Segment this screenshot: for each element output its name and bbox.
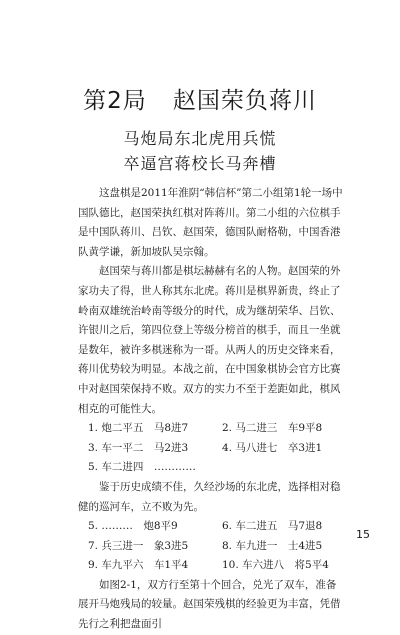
move-entry: 1. 炮二平五 马8进7	[88, 422, 189, 435]
closing-paragraph: 如图2-1，双方行至第十个回合，兑光了双车，准备展开马炮残局的较量。赵国荣残棋的经验更为丰富，凭借先行之利把盘面引	[78, 578, 341, 631]
move-entry: 5. ……… 炮8平9	[88, 520, 178, 533]
move-row	[78, 517, 346, 537]
move-entry: 4. 马八进七 卒3进1	[222, 441, 323, 454]
move-row	[78, 556, 346, 576]
game-title	[0, 82, 400, 115]
move-entry: 3. 车一平二 马2进3	[88, 441, 189, 454]
move-entry: 10. 车六进八 将5平4	[222, 559, 329, 572]
move-entry: 8. 车九进一 士4进5	[222, 539, 323, 552]
page-number: 15	[356, 528, 370, 541]
move-list-b	[78, 517, 346, 576]
move-entry: 6. 车二进五 马7退8	[222, 520, 323, 533]
subtitle-line-1: 马炮局东北虎用兵慌	[123, 129, 277, 148]
game-number: 第2局	[83, 88, 147, 114]
move-row	[78, 419, 346, 439]
commentary-paragraph: 鉴于历史成绩不佳，久经沙场的东北虎，选择相对稳健的巡河车，立不败为先。	[78, 480, 341, 513]
intro-paragraph: 这盘棋是2011年淮阴“韩信杯”第二小组第1轮一场中国队德比，赵国荣执红棋对阵蒋川。第二小组的六位棋手是中国队蒋川、吕钦、赵国荣，德国队耐格勒，中国香港队黄学谦，新加坡队吴宗翰。	[78, 187, 343, 258]
move-list-a	[78, 419, 346, 478]
move-entry: 2. 马二进三 车9平8	[222, 422, 323, 435]
game-matchup: 赵国荣负蒋川	[172, 88, 317, 114]
move-entry: 9. 车九平六 车1平4	[88, 559, 189, 572]
move-entry: 5. 车二进四 …………	[88, 461, 196, 474]
move-row	[78, 537, 346, 557]
article-body	[78, 184, 346, 635]
move-row	[78, 458, 346, 478]
subtitle-line-2: 卒逼宫蒋校长马奔槽	[123, 154, 277, 173]
move-row	[78, 439, 346, 459]
move-entry: 7. 兵三进一 象3进5	[88, 539, 189, 552]
background-paragraph: 赵国荣与蒋川都是棋坛赫赫有名的人物。赵国荣的外家功夫了得，世人称其东北虎。蒋川是棋界新贵，终止了岭南双雄统治岭南等级分的时代，成为继胡荣华、吕钦、许银川之后，第四位登上等级分榜首的棋手，而且一坐就是数年，被许多棋迷称为一哥。从两人的历史交锋来看，蒋川优势较为明显。本战之前，在中国象棋协会官方比赛中对赵国荣保持不败。双方的实力不至于差距如此，棋风相克的可能性大。	[78, 265, 341, 415]
